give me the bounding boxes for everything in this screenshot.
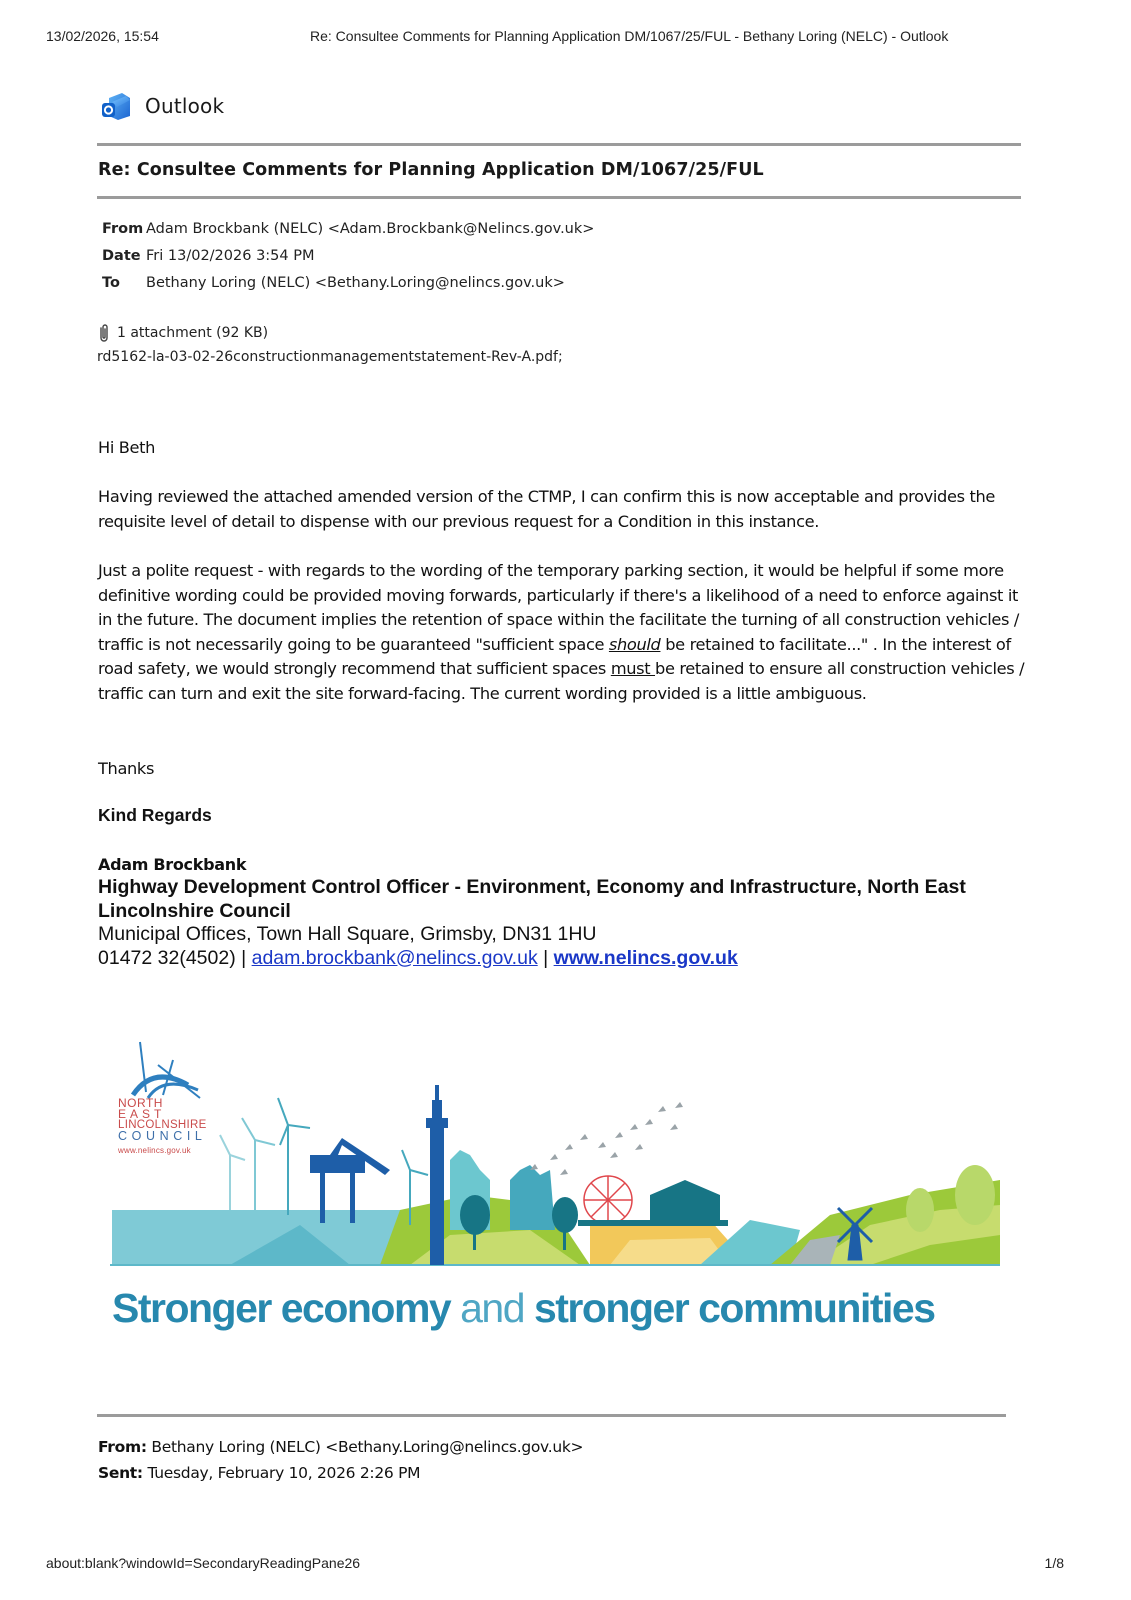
attachment-summary: 1 attachment (92 KB) [117,325,269,341]
banner-tagline [112,1285,935,1332]
council-logo [118,1040,228,1155]
to-row [102,269,594,296]
signature-address: Municipal Offices, Town Hall Square, Grimsby, DN31 1HU [98,923,597,945]
paragraph-text: be retained to ensure all construction vehicles / traffic can turn and exit the site forward-facing. The current wording provided is a little ambiguous. [98,659,1025,703]
council-banner [110,1030,1010,1340]
ferris-wheel [584,1176,632,1224]
from-row [102,215,594,242]
divider [97,196,1021,199]
emphasis-must: must [610,659,656,679]
attachment-summary-row [97,322,563,344]
separator: | [537,946,554,969]
birds-flock [530,1102,683,1175]
banner-illustration [110,1030,1010,1280]
quoted-sent-row [98,1460,583,1486]
signature-regards: Kind Regards [98,805,212,825]
tagline-part: stronger communities [533,1285,935,1331]
signature-name: Adam Brockbank [98,855,247,874]
tagline-part: Stronger economy [112,1285,451,1331]
print-header [0,28,1131,48]
quoted-from-value: Bethany Loring (NELC) <Bethany.Loring@nelincs.gov.uk> [146,1438,584,1456]
emphasis-should: should [608,634,661,654]
signature-contact [98,947,998,971]
paragraph-text: be retained to facilitate..." . In the interest of road safety, we would strongly recommend that sufficient spaces [98,634,1011,679]
attachment-file-link[interactable]: rd5162-la-03-02-26constructionmanagementstatement-Rev-A.pdf; [97,349,563,365]
divider [97,1414,1006,1417]
logo-url: www.nelincs.gov.uk [118,1146,191,1155]
outlook-logo-icon [100,90,132,122]
from-value[interactable]: Adam Brockbank (NELC) <Adam.Brockbank@Nelincs.gov.uk> [146,220,595,237]
paragraph-text: Just a polite request - with regards to the wording of the temporary parking section, it would be helpful if some more definitive wording could be provided moving forwards, particularly if there's a likelihood of a need to enforce against it in the future. The document implies the retention of space within the facilitate the turning of all construction vehicles / traffic is not necessarily going to be guaranteed "sufficient space [98,561,1020,654]
tagline-part: and [450,1285,534,1331]
quoted-sent-value: Tuesday, February 10, 2026 2:26 PM [142,1464,421,1482]
email-meta [102,215,594,296]
quoted-sent-label: Sent: [98,1464,143,1482]
print-datetime: 13/02/2026, 15:54 [46,28,159,44]
email-thanks: Thanks [98,759,155,778]
print-url: about:blank?windowId=SecondaryReadingPane26 [46,1555,361,1571]
email-paragraph: Having reviewed the attached amended version of the CTMP, I can confirm this is now acceptable and provides the requisite level of detail to dispense with our previous request for a Condition in this instance. [98,487,995,531]
logo-line: EAST [118,1107,166,1121]
from-label: From [102,220,144,237]
app-name: Outlook [145,94,225,118]
separator: | [235,946,252,969]
logo-line: NORTH [118,1096,163,1110]
signature-email-link[interactable]: adam.brockbank@nelincs.gov.uk [251,946,538,969]
to-label: To [102,274,120,291]
signature-role: Highway Development Control Officer - Environment, Economy and Infrastructure, North East Lincolnshire Council [98,876,966,922]
signature-block [98,853,998,970]
email-paragraph [98,559,1028,707]
quoted-from-row [98,1434,583,1460]
to-value[interactable]: Bethany Loring (NELC) <Bethany.Loring@nelincs.gov.uk> [146,274,565,291]
quoted-message-header [98,1434,583,1486]
logo-line: COUNCIL [118,1129,207,1143]
print-footer [0,1555,1131,1575]
print-page-number: 1/8 [1044,1555,1064,1571]
logo-line: LINCOLNSHIRE [118,1119,207,1131]
paperclip-icon [97,323,111,343]
pier [578,1180,728,1226]
date-label: Date [102,247,141,264]
council-emblem-icon [128,1040,218,1100]
quoted-from-label: From: [98,1438,147,1456]
attachments [97,322,563,365]
date-row [102,242,594,269]
date-value: Fri 13/02/2026 3:54 PM [146,247,315,264]
signature-website-link[interactable]: www.nelincs.gov.uk [553,946,738,969]
email-subject: Re: Consultee Comments for Planning Application DM/1067/25/FUL [98,160,764,180]
divider [97,143,1021,146]
print-page-title: Re: Consultee Comments for Planning Application DM/1067/25/FUL - Bethany Loring (NELC) - Outlook [310,28,949,44]
email-greeting: Hi Beth [98,438,156,457]
app-brand [100,89,224,123]
signature-phone: 01472 32(4502) [98,946,236,969]
